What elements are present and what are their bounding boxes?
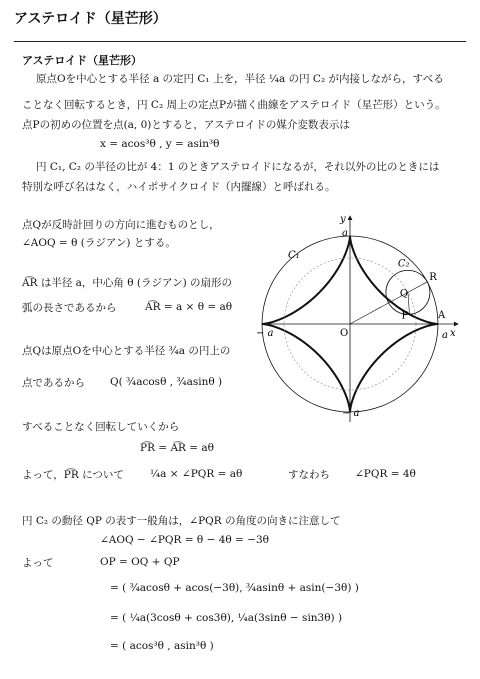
derivation-line-3: = ( acos³θ , asin³θ ) — [110, 640, 214, 652]
section-title: アステロイド（星芒形） — [22, 54, 143, 67]
therefore-text: よって，P͡R について — [22, 469, 124, 481]
derivation-line-2: = ( ¼a(3cosθ + cos3θ), ¼a(3sinθ − sin3θ) ) — [110, 612, 343, 624]
label-p: P — [401, 310, 409, 322]
slip-equation: P͡R = A͡R = aθ — [140, 442, 214, 454]
intro2-line-2: 特別な呼び名はなく，ハイポサイクロイド（内擺線）と呼ばれる。 — [22, 181, 336, 193]
angle-text: 円 C₂ の動径 QP の表す一般角は，∠PQR の角度の向きに注意して — [22, 515, 341, 527]
parametric-equation: x = acos³θ , y = asin³θ — [100, 138, 220, 150]
label-neg-a-bottom: − a — [342, 408, 360, 419]
q-circle-text-1: 点Qは原点Oを中心とする半径 ¾a の円上の — [22, 345, 231, 357]
label-a-point: A — [438, 310, 446, 321]
astroid-figure — [250, 210, 470, 430]
label-a-top: a — [342, 228, 348, 239]
q-coordinates: Q( ¾acosθ , ¾asinθ ) — [110, 376, 223, 388]
label-origin: O — [340, 328, 349, 339]
title-divider — [14, 41, 466, 42]
label-c1: C₁ — [288, 250, 300, 261]
q-text-2: ∠AOQ = θ (ラジアン) とする。 — [22, 237, 176, 249]
intro2-line-1: 円 C₁, C₂ の半径の比が 4：1 のときアステロイドになるが，それ以外の比のときには — [36, 161, 440, 173]
label-a-right: a — [442, 330, 448, 341]
label-x: x — [450, 328, 456, 339]
intro-line-1: 原点Oを中心とする半径 a の定円 C₁ 上を，半径 ¼a の円 C₂ が内接しながら，すべる — [36, 73, 444, 85]
arc-text-1: A͡R は半径 a，中心角 θ (ラジアン) の扇形の — [22, 277, 233, 289]
intro-line-2: ことなく回転するとき，円 C₂ 周上の定点Pが描く曲線をアステロイド（星芒形）という。 — [22, 99, 446, 111]
namely-equation: ∠PQR = 4θ — [355, 468, 416, 480]
derivation-line-1: = ( ¾acosθ + acos(−3θ), ¾asinθ + asin(−3θ) ) — [110, 582, 359, 594]
intro-line-3: 点Pの初めの位置を点(a, 0)とすると，アステロイドの媒介変数表示は — [22, 119, 350, 131]
namely-text: すなわち — [288, 469, 330, 481]
q-circle-text-2: 点であるから — [22, 377, 85, 389]
therefore-equation: ¼a × ∠PQR = aθ — [150, 468, 243, 480]
label-y: y — [340, 214, 346, 225]
page-title: アステロイド（星芒形） — [14, 11, 167, 27]
vector-equation: OP = OQ + QP — [100, 556, 180, 568]
yotte-text: よって — [22, 557, 54, 569]
angle-equation: ∠AOQ − ∠PQR = θ − 4θ = −3θ — [100, 534, 269, 546]
label-c2: C₂ — [397, 258, 410, 270]
label-q: Q — [399, 288, 409, 300]
q-text-1: 点Qが反時計回りの方向に進むものとし， — [22, 219, 220, 231]
segment-qr — [408, 282, 427, 293]
arc-text-2: 弧の長さであるから — [22, 302, 117, 314]
label-r: R — [429, 271, 437, 283]
slip-text: すべることなく回転していくから — [22, 421, 180, 433]
arc-equation: A͡R = a × θ = aθ — [145, 301, 233, 313]
label-neg-a-left: − a — [256, 328, 274, 339]
